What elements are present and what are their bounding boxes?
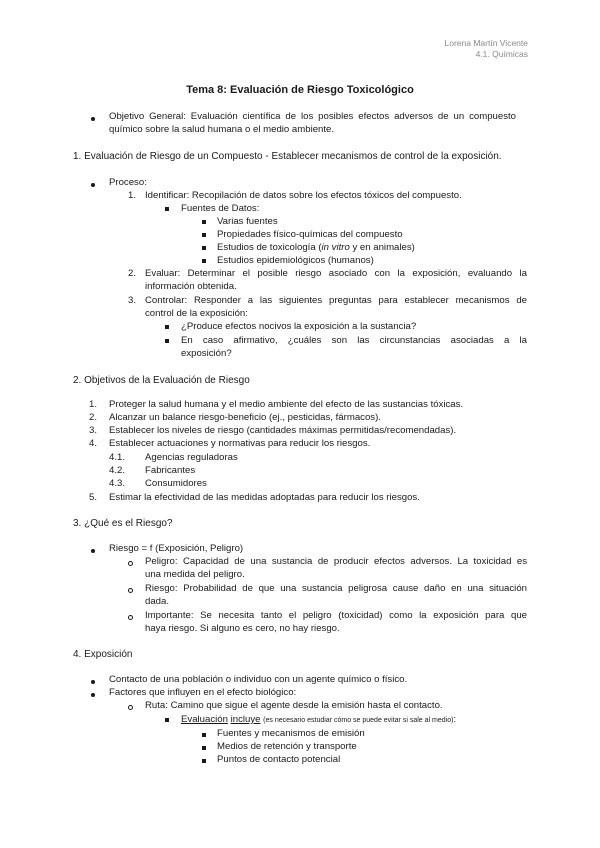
bullet-circle — [128, 561, 133, 566]
evaluacion-item: Puntos de contacto potencial — [217, 754, 341, 765]
factores-text: Factores que influyen en el efecto biológico: — [109, 687, 297, 698]
evaluar-line-1: Evaluar: Determinar el posible riesgo asociado con la exposición, evaluando la — [145, 268, 527, 279]
fuente-item: Estudios epidemiológicos (humanos) — [217, 255, 374, 266]
question-2-line-1: En caso afirmativo, ¿cuáles son las circunstancias asociadas a la — [181, 335, 527, 346]
evaluacion-line — [181, 714, 456, 727]
fuente-text: Estudios de toxicología ( — [217, 242, 322, 253]
bullet-square — [202, 733, 206, 737]
author-name: Lorena Martín Vicente — [444, 38, 528, 48]
importante-line-1: Importante: Se necesita tanto el peligro (toxicidad) como la exposición para que — [145, 610, 527, 621]
controlar-line-1: Controlar: Responder a las siguientes preguntas para establecer mecanismos de — [145, 295, 527, 306]
fuente-item: Varias fuentes — [217, 216, 278, 227]
document-title: Tema 8: Evaluación de Riesgo Toxicológico — [186, 84, 414, 96]
objetivo-line-2: químico sobre la salud humana o el medio ambiente. — [109, 124, 335, 135]
colon: : — [453, 714, 457, 725]
ruta-text: Ruta: Camino que sigue el agente desde la emisión hasta el contacto. — [145, 700, 443, 711]
section-3-heading: 3. ¿Qué es el Riesgo? — [73, 518, 173, 529]
peligro-line-1: Peligro: Capacidad de una sustancia de producir efectos adversos. La toxicidad es — [145, 556, 527, 567]
bullet-square — [165, 207, 169, 211]
bullet-circle — [128, 588, 133, 593]
list-number: 3. — [89, 425, 98, 436]
incluye-label: incluye — [230, 714, 261, 725]
question-2-line-2: exposición? — [181, 348, 232, 359]
peligro-line-2: una medida del peligro. — [145, 569, 245, 580]
fuente-text: y en animales) — [349, 242, 415, 253]
course-label: 4.1. Químicas — [475, 49, 528, 59]
proceso-label: Proceso: — [109, 177, 147, 188]
bullet-square — [202, 259, 206, 263]
fuente-item — [217, 242, 415, 254]
evaluacion-item: Medios de retención y transporte — [217, 741, 357, 752]
riesgo-formula: Riesgo = f (Exposición, Peligro) — [109, 543, 244, 554]
objetivo-item: Establecer los niveles de riesgo (cantidades máximas permitidas/recomendadas). — [109, 425, 457, 436]
list-number: 2. — [128, 268, 137, 279]
list-number: 1. — [89, 399, 98, 410]
list-number: 5. — [89, 492, 98, 503]
sub-item: Consumidores — [145, 478, 207, 489]
list-number: 1. — [128, 190, 137, 201]
objetivo-item: Alcanzar un balance riesgo-beneficio (ej., pesticidas, fármacos). — [109, 412, 381, 423]
bullet-square — [202, 246, 206, 250]
contacto-text: Contacto de una población o individuo con un agente químico o físico. — [109, 674, 408, 685]
bullet-dot — [91, 680, 95, 684]
list-number: 4.3. — [109, 478, 126, 489]
bullet-circle — [128, 705, 133, 710]
objetivo-item: Proteger la salud humana y el medio ambiente del efecto de las sustancias tóxicas. — [109, 399, 464, 410]
list-number: 2. — [89, 412, 98, 423]
section-1-heading: 1. Evaluación de Riesgo de un Compuesto - Establecer mecanismos de control de la exposición. — [73, 151, 502, 162]
bullet-square — [202, 220, 206, 224]
bullet-square — [202, 233, 206, 237]
bullet-square — [165, 339, 169, 343]
bullet-square — [165, 718, 169, 722]
evaluacion-label: Evaluación — [181, 714, 228, 725]
bullet-circle — [128, 615, 133, 620]
riesgo-line-1: Riesgo: Probabilidad de que una sustancia peligrosa cause daño en una situación — [145, 583, 527, 594]
fuentes-label: Fuentes de Datos: — [181, 203, 260, 214]
section-4-heading: 4. Exposición — [73, 649, 133, 660]
section-2-heading: 2. Objetivos de la Evaluación de Riesgo — [73, 375, 250, 386]
objetivo-item: Estimar la efectividad de las medidas adoptadas para reducir los riesgos. — [109, 492, 420, 503]
objetivo-line-1: Objetivo General: Evaluación científica de los posibles efectos adversos de un compuesto — [109, 111, 516, 122]
list-number: 3. — [128, 295, 137, 306]
evaluacion-note: (es necesario estudiar cómo se puede evitar si sale al medio) — [263, 717, 454, 724]
question-1: ¿Produce efectos nocivos la exposición a la sustancia? — [181, 321, 417, 332]
objetivo-item: Establecer actuaciones y normativas para reducir los riesgos. — [109, 438, 371, 449]
bullet-dot — [91, 183, 95, 187]
page-header — [445, 38, 528, 60]
in-vitro-italic: in vitro — [321, 242, 350, 253]
list-number: 4.2. — [109, 465, 126, 476]
controlar-line-2: control de la exposición: — [145, 308, 248, 319]
bullet-square — [202, 759, 206, 763]
fuente-item: Propiedades físico-químicas del compuesto — [217, 229, 403, 240]
list-number: 4. — [89, 438, 98, 449]
bullet-square — [165, 325, 169, 329]
riesgo-line-2: dada. — [145, 596, 170, 607]
sub-item: Fabricantes — [145, 465, 196, 476]
bullet-square — [202, 746, 206, 750]
importante-line-2: haya riesgo. Si alguno es cero, no hay riesgo. — [145, 623, 340, 634]
sub-item: Agencias reguladoras — [145, 452, 238, 463]
identificar-text: Identificar: Recopilación de datos sobre los efectos tóxicos del compuesto. — [145, 190, 462, 201]
bullet-dot — [91, 693, 95, 697]
evaluacion-item: Fuentes y mecanismos de emisión — [217, 728, 365, 739]
evaluar-line-2: información obtenida. — [145, 281, 237, 292]
list-number: 4.1. — [109, 452, 126, 463]
bullet-dot — [91, 549, 95, 553]
bullet-dot — [91, 117, 95, 121]
